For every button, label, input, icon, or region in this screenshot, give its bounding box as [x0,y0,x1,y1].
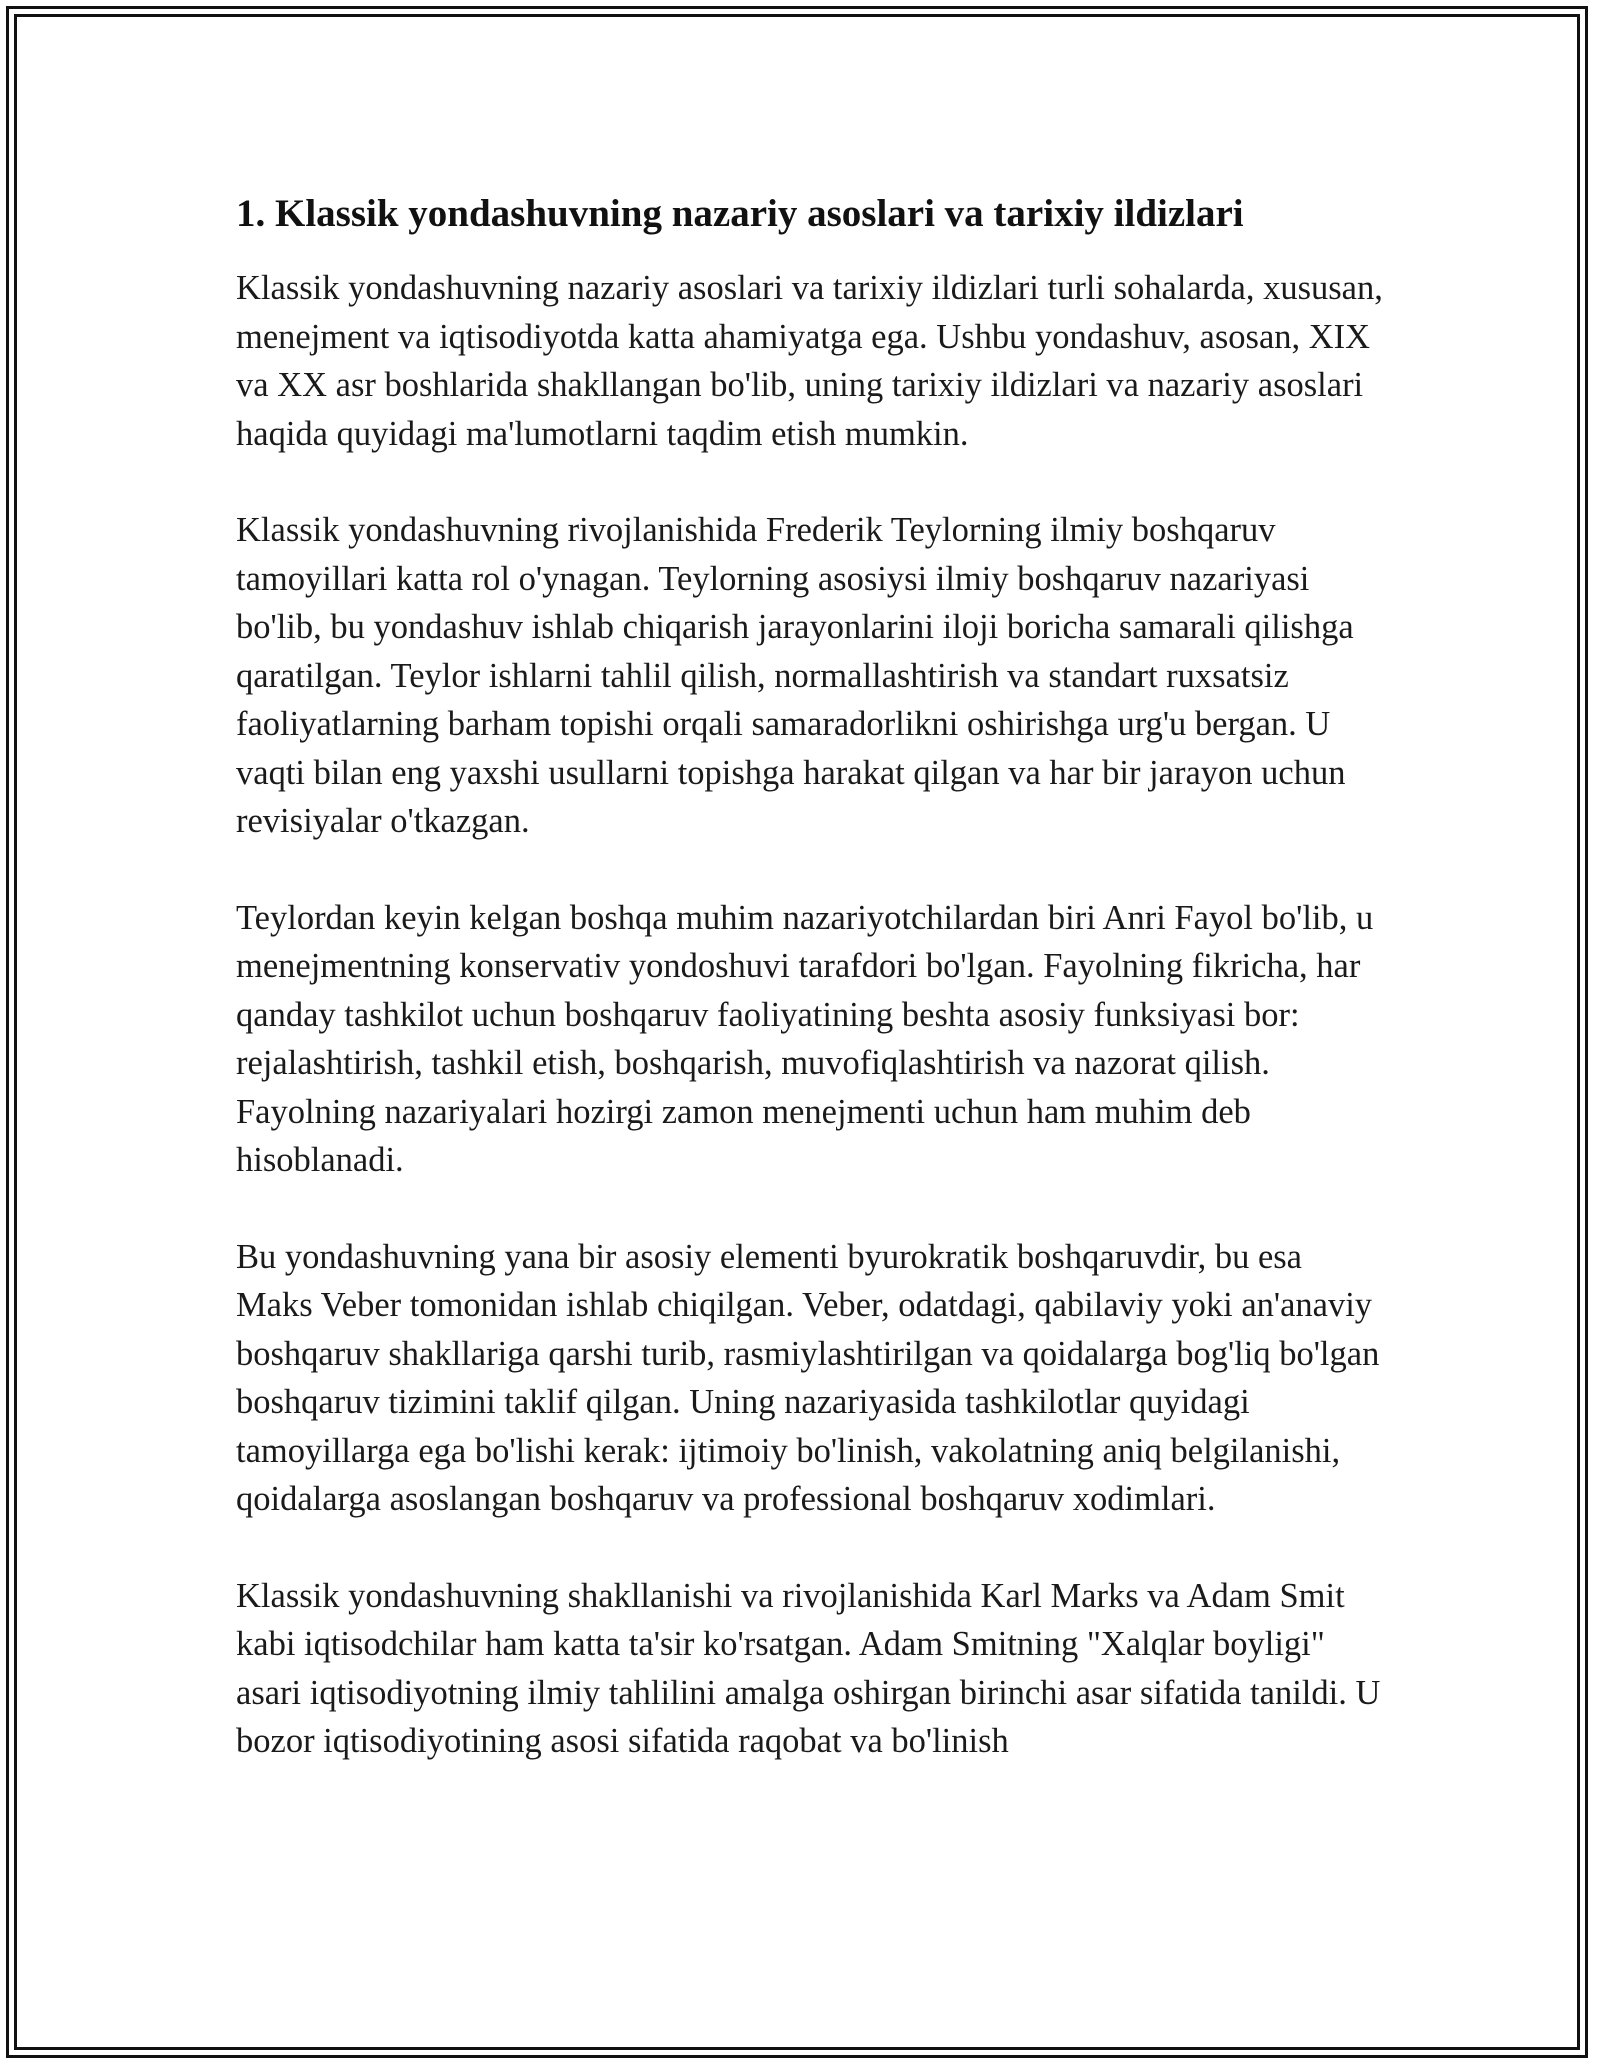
paragraph-3: Teylordan keyin kelgan boshqa muhim nazariyotchilardan biri Anri Fayol bo'lib, u menejmentning konservativ yondoshuvi tarafdori bo'lgan. Fayolning fikricha, har qanday tashkilot uchun boshqaruv faoliyatining beshta asosiy funksiyasi bor: rejalashtirish, tashkil etish, boshqarish, muvofiqlashtirish va nazorat qilish. Fayolning nazariyalari hozirgi zamon menejmenti uchun ham muhim deb hisoblanadi. [236,898,1374,1179]
paragraph-1: Klassik yondashuvning nazariy asoslari va tarixiy ildizlari turli sohalarda, xususan, menejment va iqtisodiyotda katta ahamiyatga ega. Ushbu yondashuv, asosan, XIX va XX asr boshlarida shakllangan bo'lib, uning tarixiy ildizlari va nazariy asoslari haqida quyidagi ma'lumotlarni taqdim etish mumkin. [236,269,1383,453]
paragraph-5: Klassik yondashuvning shakllanishi va rivojlanishida Karl Marks va Adam Smit kabi iqtisodchilar ham katta ta'sir ko'rsatgan. Adam Smitning "Xalqlar boyligi" asari iqtisodiyotning ilmiy tahlilini amalga oshirgan birinchi asar sifatida tanildi. U bozor iqtisodiyotining asosi sifatida raqobat va bo'linish [236,1576,1381,1760]
section-heading: 1. Klassik yondashuvning nazariy asoslari va tarixiy ildizlari [236,192,1244,235]
document-body [236,186,1386,1814]
paragraph-2: Klassik yondashuvning rivojlanishida Frederik Teylorning ilmiy boshqaruv tamoyillari katta rol o'ynagan. Teylorning asosiysi ilmiy boshqaruv nazariyasi bo'lib, bu yondashuv ishlab chiqarish jarayonlarini iloji boricha samarali qilishga qaratilgan. Teylor ishlarni tahlil qilish, normallashtirish va standart ruxsatsiz faoliyatlarning barham topishi orqali samaradorlikni oshirishga urg'u bergan. U vaqti bilan eng yaxshi usullarni topishga harakat qilgan va har bir jarayon uchun revisiyalar o'tkazgan. [236,511,1354,840]
paragraph-4: Bu yondashuvning yana bir asosiy elementi byurokratik boshqaruvdir, bu esa Maks Veber tomonidan ishlab chiqilgan. Veber, odatdagi, qabilaviy yoki an'anaviy boshqaruv shakllariga qarshi turib, rasmiylashtirilgan va qoidalarga bog'liq bo'lgan boshqaruv tizimini taklif qilgan. Uning nazariyasida tashkilotlar quyidagi tamoyillarga ega bo'lishi kerak: ijtimoiy bo'linish, vakolatning aniq belgilanishi, qoidalarga asoslangan boshqaruv va professional boshqaruv xodimlari. [236,1237,1380,1518]
